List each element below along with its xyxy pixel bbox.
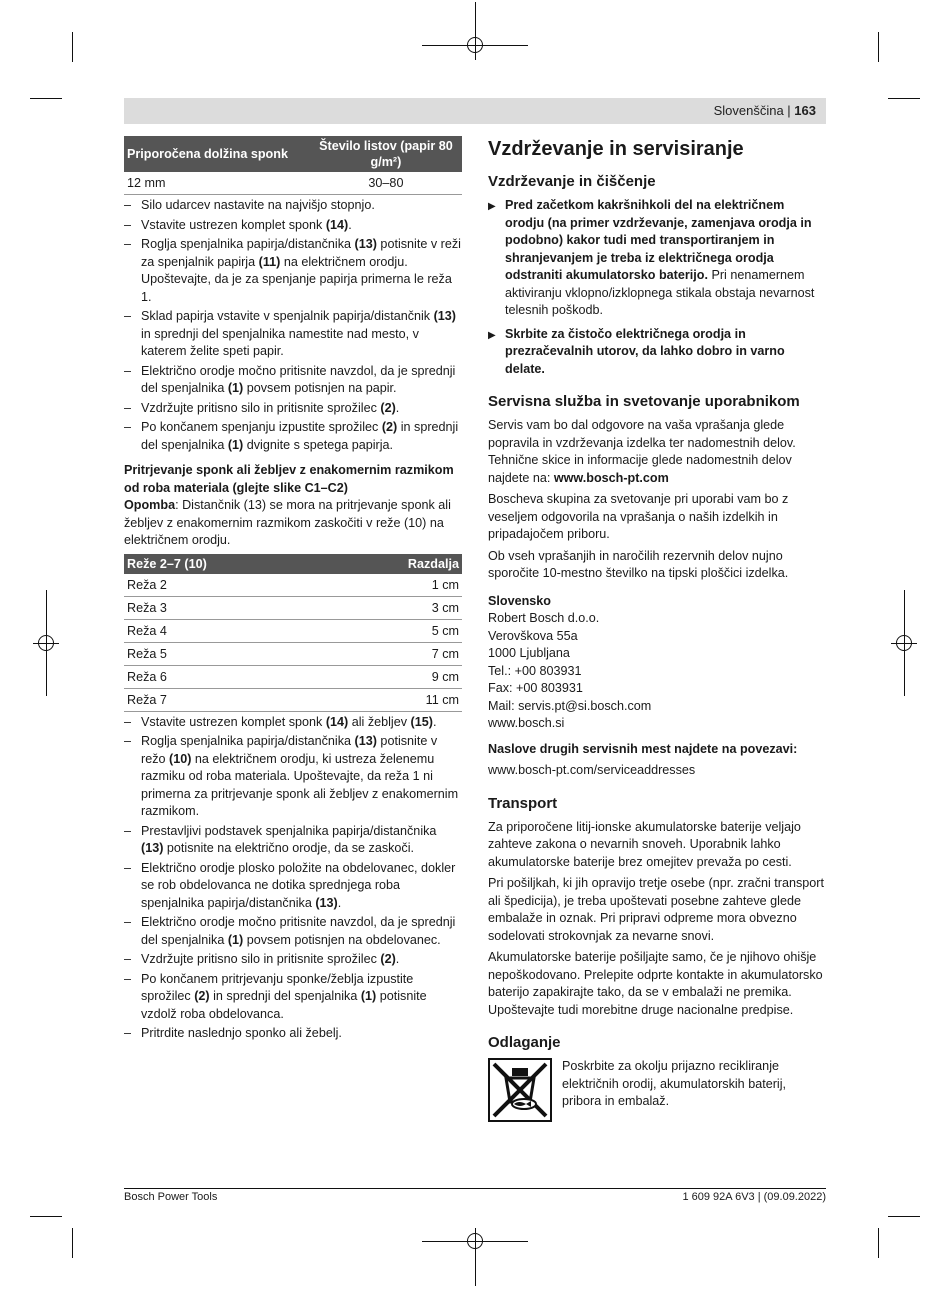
- crop-mark: [878, 1228, 879, 1258]
- registration-target-icon: [467, 1233, 483, 1249]
- address-line: Verovškova 55a: [488, 628, 578, 643]
- table-row: [124, 642, 462, 665]
- crop-mark: [888, 98, 920, 99]
- table-cell: 7 cm: [327, 642, 462, 665]
- table-cell: 1 cm: [327, 574, 462, 597]
- list-item: – Vzdržujte pritisno silo in pritisnite sprožilec (2).: [124, 951, 462, 969]
- address-line: www.bosch.si: [488, 716, 565, 730]
- disposal-heading: Odlaganje: [488, 1034, 561, 1051]
- table-cell: 3 cm: [327, 596, 462, 619]
- note-label: Opomba: [124, 498, 176, 512]
- list-item: – Vstavite ustrezen komplet sponk (14).: [124, 217, 462, 235]
- list-item: – Silo udarcev nastavite na najvišjo stopnjo.: [124, 197, 462, 215]
- list-item: – Roglja spenjalnika papirja/distančnika (13) potisnite v reži za spenjalnik papirja (11) na električnem orodju. Upoštevajte, da je za spenjanje papirja primerna le reža 1.: [124, 236, 462, 306]
- table-cell: Reža 7: [124, 688, 327, 711]
- header-language: Slovenščina: [713, 103, 784, 118]
- address-line: 1000 Ljubljana: [488, 646, 570, 660]
- country-label: Slovensko: [488, 593, 551, 608]
- service-text: Servis vam bo dal odgovore na vaša vprašanja glede popravila in vzdrževanja izdelka ter nadomestnih delov. Tehnične skice in informacije glede nadomestnih delov najdete na: www.bosch-pt.com: [488, 418, 796, 485]
- transport-text: Za priporočene litij-ionske akumulatorske baterije veljajo zahteve zakona o nevarnih snoveh. Uporabnik lahko akumulatorske baterije brez omejitev prevaža po cesti.: [488, 819, 801, 869]
- weee-disposal-icon: [488, 1058, 552, 1122]
- list-item: – Sklad papirja vstavite v spenjalnik papirja/distančnik (13) in sprednji del spenjalnika namestite nad mesto, v katerem želite speti papir.: [124, 308, 462, 361]
- instruction-list-1: [124, 197, 462, 454]
- table-cell: Reža 2: [124, 574, 327, 597]
- page-header: Slovenščina | 163: [713, 103, 816, 118]
- footer-rule: [124, 1188, 826, 1189]
- address-line: Robert Bosch d.o.o.: [488, 611, 600, 625]
- left-column: [124, 136, 462, 1045]
- staple-length-table: [124, 136, 462, 195]
- address-line: Mail: servis.pt@si.bosch.com: [488, 698, 652, 713]
- table-cell: 12 mm: [124, 172, 310, 195]
- crop-mark: [30, 98, 62, 99]
- list-item: – Električno orodje močno pritisnite navzdol, da je sprednji del spenjalnika (1) povsem potisnjen na obdelovanec.: [124, 914, 462, 949]
- maintenance-title: Vzdrževanje in servisiranje: [488, 138, 744, 160]
- transport-heading: Transport: [488, 794, 558, 812]
- registration-target-icon: [896, 635, 912, 651]
- table-cell: 9 cm: [327, 665, 462, 688]
- list-item: – Po končanem spenjanju izpustite sprožilec (2) in sprednji del spenjalnika (1) dvignite s spetega papirja.: [124, 419, 462, 454]
- note-text: : Distančnik (13) se mora na pritrjevanje sponk ali žebljev z enakomernim razmikom zaskočiti v reže (10) na električnem orodju.: [124, 498, 451, 547]
- warning-item: ▶ Pred začetkom kakršnihkoli del na električnem orodju (na primer vzdrževanje, zamenjava orodja in podobno) kakor tudi med transportiranjem in shranjevanjem je treba iz električnega orodja odstraniti akumulatorsko baterijo. Pri nenamernem aktiviranju vklopno/izklopnega stikala obstaja nevarnost telesnih poškodb.: [488, 197, 826, 320]
- table-cell: 11 cm: [327, 688, 462, 711]
- table-row: [124, 619, 462, 642]
- slot-distance-table: [124, 554, 462, 712]
- table-row: [124, 688, 462, 711]
- service-addresses-link[interactable]: www.bosch-pt.com/serviceaddresses: [488, 763, 696, 777]
- table-cell: Reža 3: [124, 596, 327, 619]
- crop-mark: [878, 32, 879, 62]
- table-row: [124, 574, 462, 597]
- other-service-label: Naslove drugih servisnih mest najdete na povezavi:: [488, 741, 798, 756]
- table-row: [124, 172, 462, 195]
- list-item: – Električno orodje plosko položite na obdelovanec, dokler se rob obdelovanca ne dotika sprednjega roba spenjalnika papirja/distančnika (13).: [124, 860, 462, 913]
- registration-target-icon: [38, 635, 54, 651]
- footer-doc-number: 1 609 92A 6V3 | (09.09.2022): [682, 1191, 826, 1203]
- crop-mark: [888, 1216, 920, 1217]
- list-item: – Vstavite ustrezen komplet sponk (14) ali žebljev (15).: [124, 714, 462, 732]
- warning-item: ▶ Skrbite za čistočo električnega orodja in prezračevalnih utorov, da lahko dobro in varno delate.: [488, 326, 826, 379]
- bosch-pt-link[interactable]: www.bosch-pt.com: [553, 470, 669, 485]
- list-item: – Roglja spenjalnika papirja/distančnika (13) potisnite v režo (10) na električnem orodju, ki ustreza želenemu razmiku od roba materiala. Upoštevajte, da reža 1 ni primerna za pritrjevanje sponk ali žebljev z enakomernim razmikom.: [124, 733, 462, 821]
- disposal-block: [488, 1058, 826, 1122]
- footer-brand: Bosch Power Tools: [124, 1191, 218, 1203]
- service-text: Ob vseh vprašanjih in naročilih rezervnih delov nujno sporočite 10-mestno številko na tipski ploščici izdelka.: [488, 548, 789, 580]
- table-cell: Reža 5: [124, 642, 327, 665]
- disposal-text: Poskrbite za okolju prijazno recikliranje električnih orodij, akumulatorskih baterij, pribora in embalaž.: [562, 1059, 786, 1108]
- address-line: Tel.: +00 803931: [488, 663, 582, 678]
- page-number: 163: [794, 103, 816, 118]
- table-cell: Reža 6: [124, 665, 327, 688]
- table-header-length: Priporočena dolžina sponk: [124, 136, 310, 172]
- table-row: [124, 665, 462, 688]
- list-item: – Električno orodje močno pritisnite navzdol, da je sprednji del spenjalnika (1) povsem potisnjen na papir.: [124, 363, 462, 398]
- transport-text: Akumulatorske baterije pošiljajte samo, če je njihovo ohišje nepoškodovano. Prelepite odprte kontakte in akumulatorsko baterijo zapakirajte tako, da se v embalaži ne premika. Upoštevajte tudi morebitne druge nacionalne predpise.: [488, 950, 823, 1017]
- address-block: [488, 610, 826, 733]
- service-heading: Servisna služba in svetovanje uporabnikom: [488, 393, 800, 410]
- table-cell: 30–80: [310, 172, 462, 195]
- registration-target-icon: [467, 37, 483, 53]
- crop-mark: [72, 32, 73, 62]
- table-header-sheets: Število listov (papir 80 g/m²): [310, 136, 462, 172]
- crop-mark: [72, 1228, 73, 1258]
- cleaning-heading: Vzdrževanje in čiščenje: [488, 173, 656, 190]
- service-text: Boscheva skupina za svetovanje pri uporabi vam bo z veseljem odgovorila na vprašanja o naših izdelkih in pripadajočem priboru.: [488, 492, 789, 541]
- table-row: [124, 596, 462, 619]
- list-item: – Vzdržujte pritisno silo in pritisnite sprožilec (2).: [124, 400, 462, 418]
- list-item: – Prestavljivi podstavek spenjalnika papirja/distančnika (13) potisnite na električno orodje, da se zaskoči.: [124, 823, 462, 858]
- right-column: [488, 136, 826, 1122]
- table-cell: Reža 4: [124, 619, 327, 642]
- table-cell: 5 cm: [327, 619, 462, 642]
- instruction-list-2: [124, 714, 462, 1043]
- list-item: – Pritrdite naslednjo sponko ali žebelj.: [124, 1025, 462, 1043]
- table-header-distance: Razdalja: [327, 554, 462, 574]
- address-line: Fax: +00 803931: [488, 681, 583, 695]
- transport-text: Pri pošiljkah, ki jih opravijo tretje osebe (npr. zračni transport ali špedicija), je treba upoštevati posebne zahteve glede embalaže in oznak. Pri pripravi odpreme mora obvezno sodelovati strokovnjak za nevarne snovi.: [488, 876, 824, 943]
- list-item: – Po končanem pritrjevanju sponke/žeblja izpustite sprožilec (2) in sprednji del spenjalnika (1) potisnite vzdolž roba obdelovanca.: [124, 971, 462, 1024]
- section-title: Pritrjevanje sponk ali žebljev z enakomernim razmikom od roba materiala (glejte slike C1–C2): [124, 463, 454, 495]
- crop-mark: [30, 1216, 62, 1217]
- table-header-slot: Reže 2–7 (10): [124, 554, 327, 574]
- note: [124, 497, 462, 550]
